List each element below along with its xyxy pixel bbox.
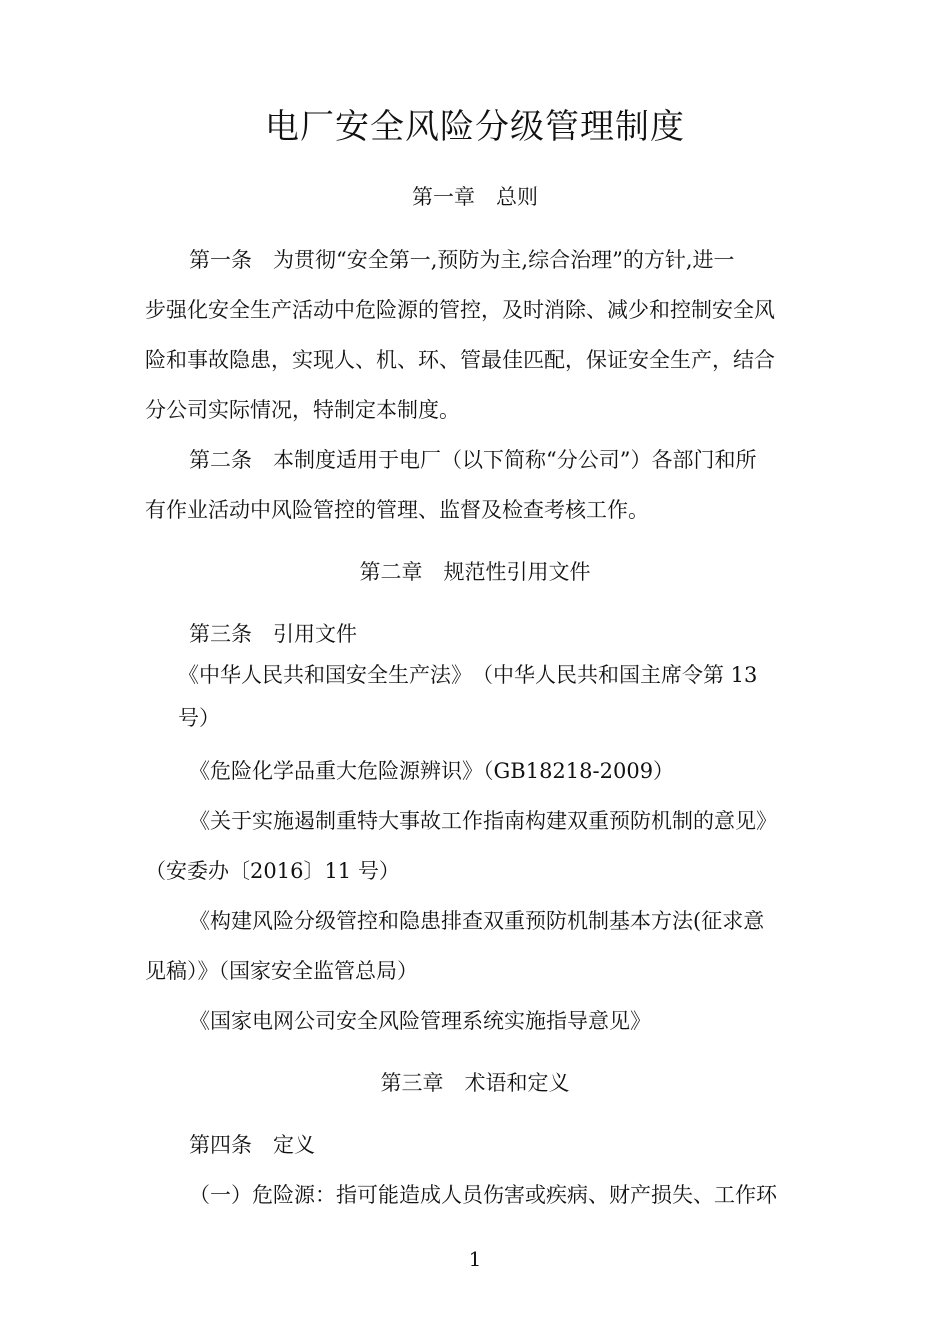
chapter-3-name: 术语和定义 bbox=[464, 1071, 570, 1095]
chapter-1-heading bbox=[0, 181, 950, 213]
article-2-line-2: 有作业活动中风险管控的管理、监督及检查考核工作。 bbox=[145, 498, 649, 522]
article-1-line-4: 分公司实际情况，特制定本制度。 bbox=[145, 398, 460, 422]
reference-2: 《危险化学品重大危险源辨识》（GB18218-2009） bbox=[189, 759, 675, 783]
reference-1-line-1: 《中华人民共和国安全生产法》 （中华人民共和国主席令第 13 bbox=[178, 663, 758, 687]
article-1-text-1: 为贯彻“安全第一,预防为主,综合治理”的方针,进一 bbox=[273, 248, 735, 272]
article-4-label: 第四条 bbox=[189, 1133, 252, 1157]
article-2-text-1: 本制度适用于电厂（以下简称“分公司”）各部门和所 bbox=[273, 448, 757, 472]
reference-1-line-2: 号） bbox=[178, 706, 220, 730]
chapter-2-name: 规范性引用文件 bbox=[443, 560, 591, 584]
article-3-label: 第三条 bbox=[189, 622, 252, 646]
chapter-2-number: 第二章 bbox=[359, 560, 423, 584]
definition-1-line: （一）危险源：指可能造成人员伤害或疾病、财产损失、工作环 bbox=[189, 1183, 777, 1207]
article-1-line-2: 步强化安全生产活动中危险源的管控，及时消除、减少和控制安全风 bbox=[145, 298, 775, 322]
article-2-label: 第二条 bbox=[189, 448, 252, 472]
article-4-text: 定义 bbox=[273, 1133, 315, 1157]
reference-3-line-1: 《关于实施遏制重特大事故工作指南构建双重预防机制的意见》 bbox=[189, 809, 777, 833]
article-2-line-1 bbox=[189, 444, 756, 476]
chapter-3-heading bbox=[0, 1067, 950, 1099]
reference-4-line-1: 《构建风险分级管控和隐患排查双重预防机制基本方法(征求意 bbox=[189, 909, 765, 933]
article-1-line-1 bbox=[189, 244, 735, 276]
document-title: 电厂安全风险分级管理制度 bbox=[265, 107, 685, 147]
chapter-1-name: 总则 bbox=[496, 185, 538, 209]
reference-5: 《国家电网公司安全风险管理系统实施指导意见》 bbox=[189, 1009, 651, 1033]
chapter-2-heading bbox=[0, 556, 950, 588]
page-number: 1 bbox=[468, 1247, 482, 1271]
chapter-1-number: 第一章 bbox=[412, 185, 475, 209]
article-1-line-3: 险和事故隐患，实现人、机、环、管最佳匹配，保证安全生产，结合 bbox=[145, 348, 775, 372]
article-3-text: 引用文件 bbox=[273, 622, 357, 646]
chapter-3-number: 第三章 bbox=[380, 1071, 444, 1095]
article-3-line bbox=[189, 618, 357, 650]
article-1-label: 第一条 bbox=[189, 248, 252, 272]
reference-4-line-2: 见稿）》（国家安全监管总局） bbox=[145, 959, 418, 983]
article-4-line bbox=[189, 1129, 315, 1161]
reference-3-line-2: （安委办〔2016〕11 号） bbox=[145, 859, 400, 883]
